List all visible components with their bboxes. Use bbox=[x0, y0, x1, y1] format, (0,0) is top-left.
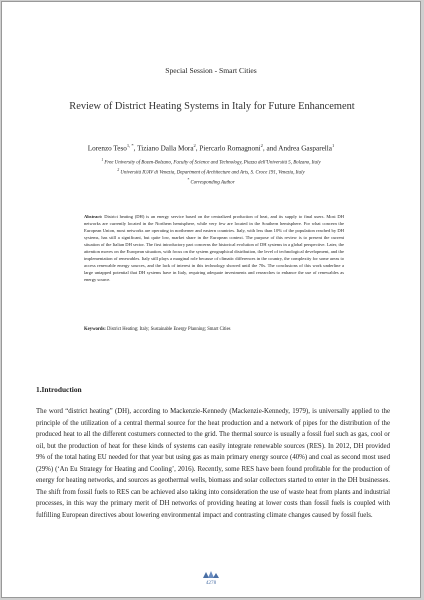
publisher-logo-icon bbox=[202, 570, 220, 579]
author-affiliation-mark: 2 bbox=[193, 143, 196, 148]
keywords bbox=[84, 326, 344, 333]
affiliation-text: Corresponding Author bbox=[190, 180, 235, 186]
paper-page bbox=[1, 1, 421, 598]
author-name: Lorenzo Teso bbox=[87, 144, 127, 153]
author-name: Piercarlo Romagnoni bbox=[199, 144, 261, 153]
author-affiliation-mark: 1 bbox=[331, 143, 335, 148]
author-separator: , bbox=[195, 144, 200, 153]
author-separator: , and bbox=[262, 144, 279, 153]
affiliation-mark: * bbox=[187, 177, 190, 182]
session-header: Special Session - Smart Cities bbox=[165, 66, 257, 75]
author-affiliation-mark: 1, * bbox=[126, 143, 134, 148]
affiliation-mark: 2 bbox=[117, 167, 120, 172]
author-name: Andrea Gasparella bbox=[278, 144, 332, 153]
affiliation-line bbox=[2, 167, 420, 177]
affiliation-text: Free University of Bozen-Bolzano, Faculty of Science and Technology, Piazza dell'Università 5, Bolzano, Italy bbox=[104, 160, 321, 166]
abstract-label: Abstract: bbox=[84, 214, 103, 219]
abstract-text: District heating (DH) is an energy service based on the centralized production of heat, and its supply to final users. Most DH networks are currently located in the Northern hemisphere, while very few are located in the Southern hemisphere. For what concern the European Union, most networks are operating in northerner and eastern countries. Italy, with less than 10% of the population reached by DH systems, has still a significant, but quite low, market share in the European context. The purpose of this review is to present the current situation of the Italian DH sector. The first introductory part concerns the historical evolution of DH systems in a global perspective. Later, the attention moves on the European situation, with focus on the system geographical distribution, the level of technological development, and the implementation of renewables. Italy still plays a marginal role because of climatic differences in the country, the complexity for some areas to access renewable energy sources, and the lack of interest in this technology showed until the 70s. The conclusions of this work underline a large untapped potential that DH systems have in Italy, requiring adequate investments and researches to enhance the use of renewables as energy source. bbox=[84, 214, 345, 282]
abstract bbox=[84, 214, 344, 284]
section-heading: 1.Introduction bbox=[36, 385, 82, 394]
author-list bbox=[2, 143, 420, 152]
body-paragraph: The word “district heating” (DH), according to Mackenzie-Kennedy (Mackenzie-Kennedy, 1979), is universally applied to the principle of the utilization of a central thermal source for the heat production and a network of pipes for the distribution of the produced heat to all the different costumers connected to the grid. The thermal source is usually a fossil fuel such as gas, cool or oil, but the production of heat for these kinds of systems can easily integrate renewable sources (RES). In 2012, DH provided 9% of the total hating EU needed for that year but using gas as main primary energy source (40%) and coal as second most used (29%) (‘An Eu Strategy for Heating and Cooling’, 2016). Recently, some RES have been found profitable for the production of energy for heating networks, and sources as geothermal wells, biomass and solar collectors started to enter in the DH businesses. The shift from fossil fuels to RES can be achieved also taking into consideration the use of waste heat from plants and industrial processes, in this way the primary merit of DH networks of providing heating at lower costs than fossil fuels is coupled with fulfilling European directives about lowering environmental impact and contrasting climate changes caused by fossil fuels. bbox=[36, 408, 390, 519]
author-name: Tiziano Dalla Mora bbox=[137, 144, 194, 153]
paper-title: Review of District Heating Systems in Italy for Future Enhancement bbox=[69, 101, 355, 112]
keywords-label: Keywords: bbox=[84, 327, 106, 332]
affiliation-line bbox=[2, 157, 420, 167]
affiliation-line bbox=[2, 177, 420, 187]
author-affiliation-mark: 2 bbox=[260, 143, 263, 148]
author-separator: , bbox=[133, 144, 138, 153]
affiliation-text: Università IUAV di Venezia, Department of Architecture and Arts, S. Croce 191, Venezia, Italy bbox=[120, 170, 305, 176]
page-number: 4278 bbox=[205, 580, 217, 586]
affiliation-mark: 1 bbox=[101, 158, 104, 162]
affiliation-list bbox=[2, 157, 420, 187]
keywords-text: District Heating; Italy; Sustainable Energy Planning; Smart Cities bbox=[107, 327, 231, 332]
